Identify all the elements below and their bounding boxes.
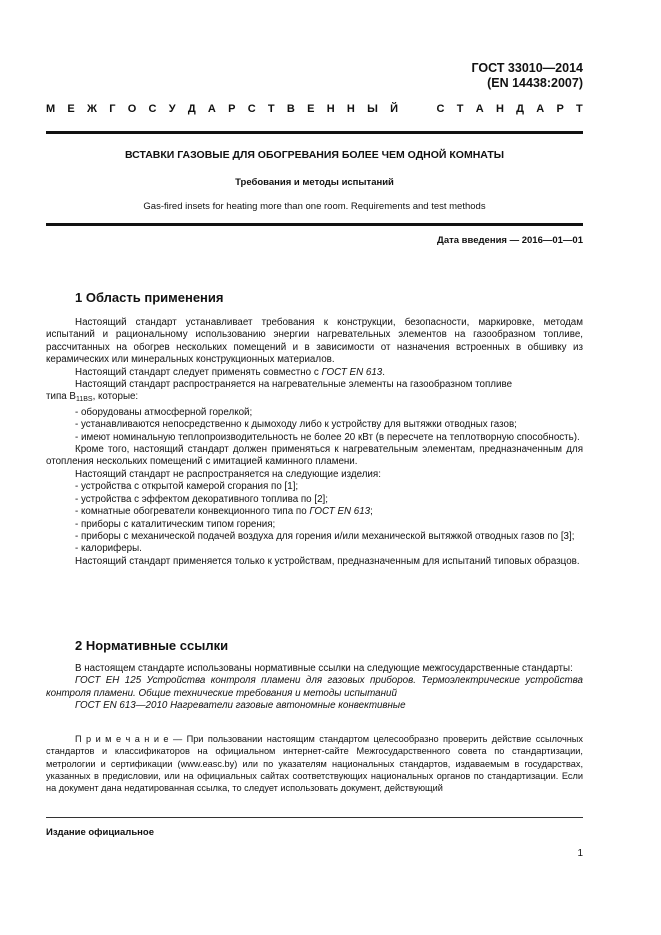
heading-letter: Н [346, 103, 355, 115]
heading-letter: Н [495, 103, 504, 115]
paragraph: Кроме того, настоящий стандарт должен применяться к нагревательным элементам, предназначенным для отопления нескольких помещений с имитацией каминного пламени. [46, 444, 583, 468]
title-rule [46, 223, 583, 226]
heading-letter: Т [267, 103, 275, 115]
introduction-date: Дата введения — 2016—01—01 [437, 235, 583, 246]
heading-letter: Е [67, 103, 75, 115]
note-paragraph: П р и м е ч а н и е — При пользовании настоящим стандартом целесообразно проверить действие ссылочных стандартов и классификаторов на официальном интернет-сайте Межгосударственного совета по стандартизации, метрологии и сертификации (www.easc.by) или по указателям национальных стандартов, издаваемым в государствах, указанных в предисловии, или на официальных сайтах соответствующих национальных органов по стандартизации. Если на документ дана недатированная ссылка, то следует использовать документ, действующий [46, 734, 583, 794]
heading-letter: Н [326, 103, 335, 115]
heading-letter: В [286, 103, 295, 115]
page-number: 1 [577, 848, 583, 859]
paragraph: Настоящий стандарт распространяется на нагревательные элементы на газообразном топливе [75, 379, 513, 391]
heading-letter: Й [390, 103, 399, 115]
interstate-standard-heading [46, 103, 583, 115]
document-subtitle: Требования и методы испытаний [235, 177, 394, 188]
heading-letter: М [46, 103, 56, 115]
en-number: (EN 14438:2007) [487, 76, 583, 90]
list-item: - оборудованы атмосферной горелкой; [75, 406, 253, 418]
paragraph: Настоящий стандарт применяется только к устройствам, предназначенным для испытаний типовых образцов. [75, 555, 580, 567]
document-title: ВСТАВКИ ГАЗОВЫЕ ДЛЯ ОБОГРЕВАНИЯ БОЛЕЕ ЧЕМ ОДНОЙ КОМНАТЫ [124, 149, 505, 161]
paragraph-continuation: типа $В_{11BS}$, которые: [46, 391, 139, 404]
section-1-body [46, 317, 583, 568]
english-title: Gas-fired insets for heating more than one room. Requirements and test methods [143, 201, 486, 212]
standard-designation [471, 61, 583, 91]
list-item: - приборы с механической подачей воздуха для горения и/или механической вытяжкой отводных газов по [3]; [75, 530, 575, 542]
heading-letter: Р [228, 103, 236, 115]
paragraph: Настоящий стандарт следует применять совместно с ГОСТ EN 613. [75, 366, 385, 378]
note-label: П р и м е ч а н и е [75, 734, 169, 744]
word-gap [410, 103, 424, 115]
official-edition-label: Издание официальное [46, 827, 154, 838]
heading-letter: С [247, 103, 256, 115]
heading-letter: Д [516, 103, 524, 115]
list-item: - устанавливаются непосредственно к дымоходу либо к устройству для вытяжки отводных газов; [75, 419, 517, 431]
heading-letter: Ы [367, 103, 378, 115]
section-2-heading: 2 Нормативные ссылки [75, 638, 229, 653]
heading-letter: С [436, 103, 445, 115]
heading-letter: У [168, 103, 176, 115]
list-item: - устройства с эффектом декоративного топлива по [2]; [75, 493, 328, 505]
heading-letter: Р [556, 103, 564, 115]
footer-rule [46, 817, 583, 818]
list-item: - устройства с открытой камерой сгорания по [1]; [75, 481, 299, 493]
heading-letter: А [207, 103, 216, 115]
standard-number: ГОСТ 33010—2014 [471, 61, 583, 75]
list-item: - приборы с каталитическим типом горения; [75, 518, 276, 530]
header-rule [46, 131, 583, 134]
paragraph: Настоящий стандарт устанавливает требования к конструкции, безопасности, маркировке, методам испытаний и рациональному использованию энергии нагревательных элементов на газообразном топливе, рассчитанных на обогрев нескольких помещений и в зависимости от назначения встроенных в обшивку из керамических или минеральных конструкционных материалов. [46, 317, 583, 366]
list-item: - комнатные обогреватели конвекционного типа по ГОСТ EN 613; [75, 506, 373, 518]
normative-reference: ГОСТ EH 125 Устройства контроля пламени для газовых приборов. Термоэлектрические устройства контроля пламени. Общие технические требования и методы испытаний [46, 675, 583, 699]
heading-letter: Е [307, 103, 315, 115]
heading-letter: Т [576, 103, 583, 115]
heading-letter: Ж [87, 103, 97, 115]
section-2-body [46, 663, 583, 713]
list-item: - имеют номинальную теплопроизводительность не более 20 кВт (в пересчете на теплотворную способность). [75, 431, 580, 443]
note-block [46, 733, 583, 794]
paragraph: Настоящий стандарт не распространяется на следующие изделия: [75, 468, 381, 480]
heading-letter: А [475, 103, 484, 115]
list-item: - калориферы. [75, 543, 142, 555]
heading-letter: Д [187, 103, 196, 115]
paragraph: В настоящем стандарте использованы нормативные ссылки на следующие межгосударственные стандарты: [75, 663, 573, 674]
heading-letter: О [127, 103, 137, 115]
normative-reference: ГОСТ EN 613—2010 Нагреватели газовые автономные конвективные [75, 700, 406, 712]
heading-letter: Т [456, 103, 464, 115]
heading-letter: А [536, 103, 545, 115]
heading-letter: Г [109, 103, 116, 115]
heading-letter: С [148, 103, 157, 115]
section-1-heading: 1 Область применения [75, 290, 224, 305]
